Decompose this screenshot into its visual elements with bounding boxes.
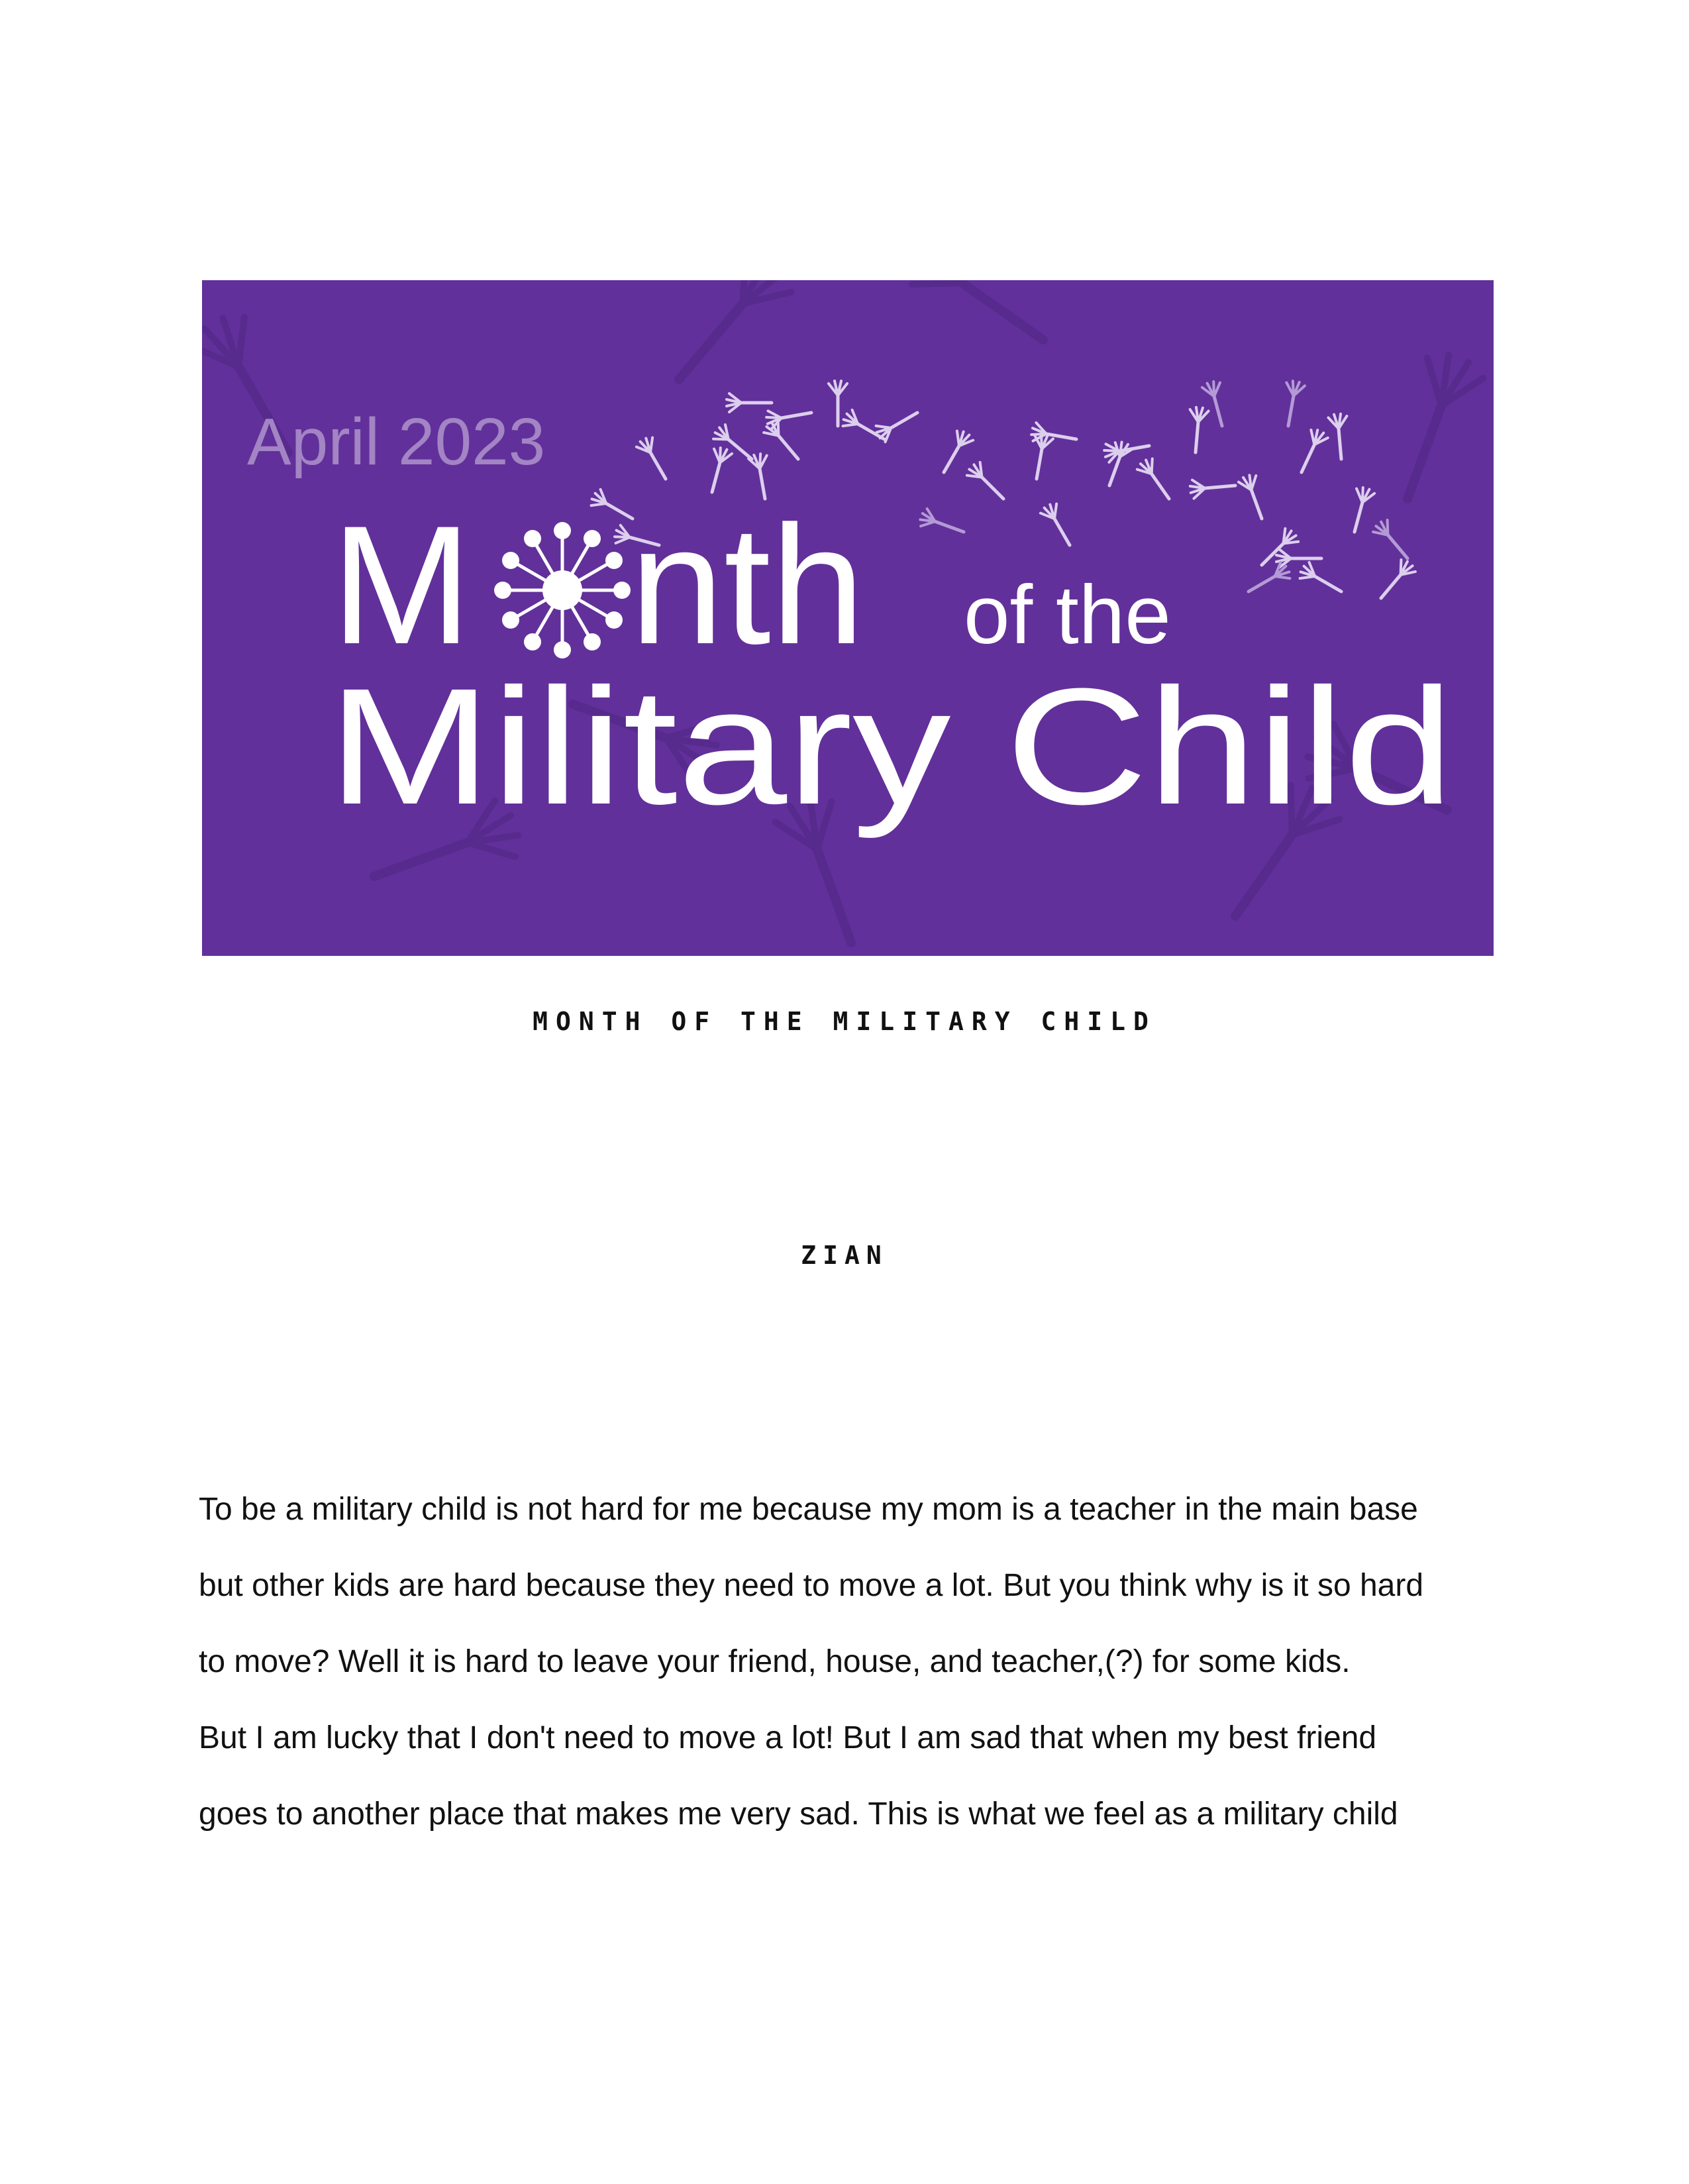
document-title: MONTH OF THE MILITARY CHILD	[533, 1007, 1156, 1036]
essay-body	[199, 1471, 1510, 1852]
banner-title-m: M	[331, 491, 472, 680]
essay-line: but other kids are hard because they need to move a lot. But you think why is it so hard	[199, 1568, 1424, 1603]
banner-title-nth: nth	[630, 491, 865, 680]
banner-year: April 2023	[247, 405, 546, 479]
essay-line: But I am lucky that I don't need to move a lot! But I am sad that when my best friend	[199, 1720, 1377, 1755]
essay-line: To be a military child is not hard for me because my mom is a teacher in the main base	[199, 1492, 1418, 1527]
essay-line: to move? Well it is hard to leave your friend, house, and teacher,(?) for some kids.	[199, 1644, 1351, 1679]
banner-graphic	[202, 280, 1494, 956]
author-name: ZIAN	[801, 1241, 888, 1270]
essay-line: goes to another place that makes me very sad. This is what we feel as a military child	[199, 1796, 1398, 1832]
banner-title-of-the: of the	[964, 569, 1171, 661]
banner-title-military-child: Military Child	[328, 654, 1454, 839]
month-of-military-child-banner	[202, 280, 1494, 956]
